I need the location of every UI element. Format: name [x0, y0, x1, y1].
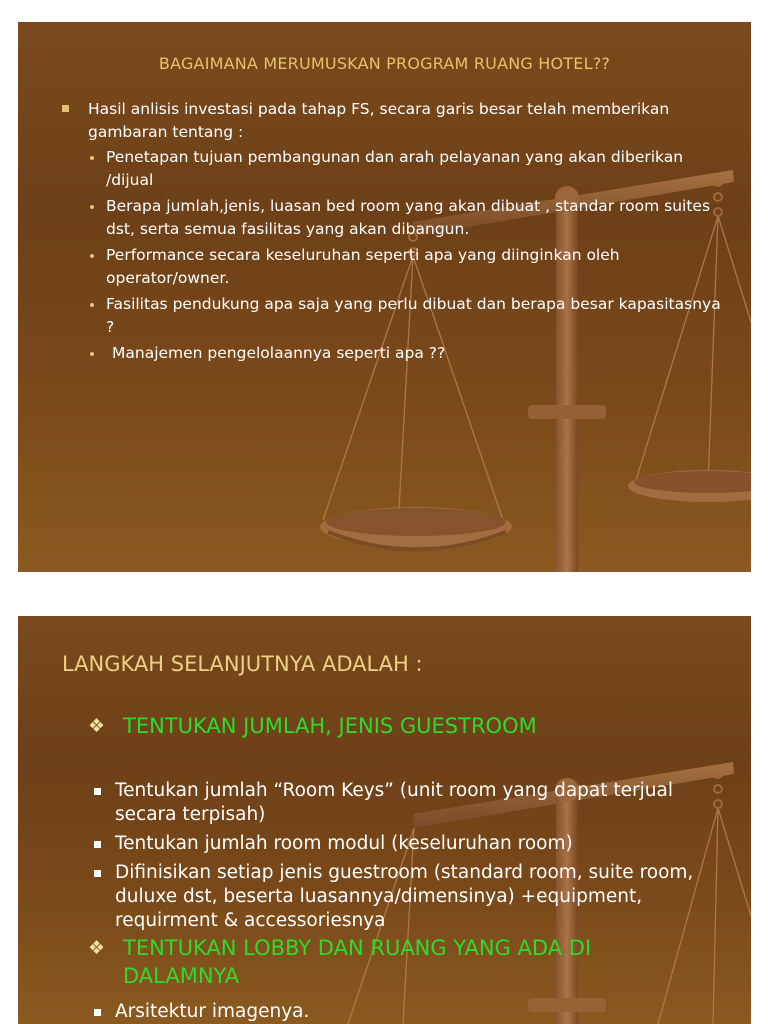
section-heading-text: TENTUKAN LOBBY DAN RUANG YANG ADA DI DALAMNYA [123, 936, 592, 988]
dot-bullet-icon [90, 156, 94, 160]
dot-bullet-icon [90, 205, 94, 209]
four-diamond-bullet-icon: ❖ [88, 715, 106, 737]
slide-1-bullets [62, 98, 722, 368]
list-item-text: Penetapan tujuan pembangunan dan arah pelayanan yang akan diberikan /dijual [106, 148, 684, 189]
section-heading-text: TENTUKAN JUMLAH, JENIS GUESTROOM [123, 714, 537, 738]
list-item [88, 195, 722, 241]
lobby-list [92, 1000, 712, 1024]
list-item [92, 861, 712, 933]
list-item [88, 342, 722, 365]
slide-2 [18, 616, 751, 1024]
list-item [92, 832, 712, 856]
square-bullet-icon [94, 870, 101, 877]
dot-bullet-icon [90, 303, 94, 307]
sub-bullet-list [62, 146, 722, 365]
list-item-text: Arsitektur imagenya. [115, 1001, 310, 1022]
dot-bullet-icon [90, 352, 94, 356]
section-heading-guestroom [88, 712, 688, 740]
list-item-text: Performance secara keseluruhan seperti apa yang diinginkan oleh operator/owner. [106, 246, 620, 287]
list-item-text: Difinisikan setiap jenis guestroom (standard room, suite room, duluxe dst, beserta luasannya/dimensinya) +equipment, requirment & accessoriesnya [115, 862, 694, 931]
square-bullet-icon [94, 841, 101, 848]
four-diamond-bullet-icon: ❖ [88, 937, 106, 959]
list-item [88, 146, 722, 192]
guestroom-list [92, 779, 712, 938]
list-item [88, 293, 722, 339]
slide-1-title: BAGAIMANA MERUMUSKAN PROGRAM RUANG HOTEL?? [158, 54, 611, 73]
slide-2-title: LANGKAH SELANJUTNYA ADALAH : [62, 652, 423, 676]
list-item [92, 1000, 712, 1024]
list-item [92, 779, 712, 827]
list-item-text: Fasilitas pendukung apa saja yang perlu dibuat dan berapa besar kapasitasnya ? [106, 295, 721, 336]
list-item-text: Tentukan jumlah room modul (keseluruhan room) [115, 833, 573, 854]
list-item-text: Berapa jumlah,jenis, luasan bed room yang akan dibuat , standar room suites dst, serta semua fasilitas yang akan dibangun. [106, 197, 711, 238]
square-bullet-icon [94, 1009, 101, 1016]
list-item-text: Tentukan jumlah “Room Keys” (unit room yang dapat terjual secara terpisah) [115, 780, 673, 825]
main-bullet [62, 98, 722, 144]
square-bullet-icon [94, 788, 101, 795]
list-item-text: Manajemen pengelolaannya seperti apa ?? [112, 344, 446, 362]
square-bullet-icon [62, 105, 69, 112]
list-item [88, 244, 722, 290]
main-bullet-text: Hasil anlisis investasi pada tahap FS, secara garis besar telah memberikan gambaran tentang : [88, 100, 670, 141]
slide-1 [18, 22, 751, 572]
section-heading-lobby [88, 934, 708, 990]
dot-bullet-icon [90, 254, 94, 258]
